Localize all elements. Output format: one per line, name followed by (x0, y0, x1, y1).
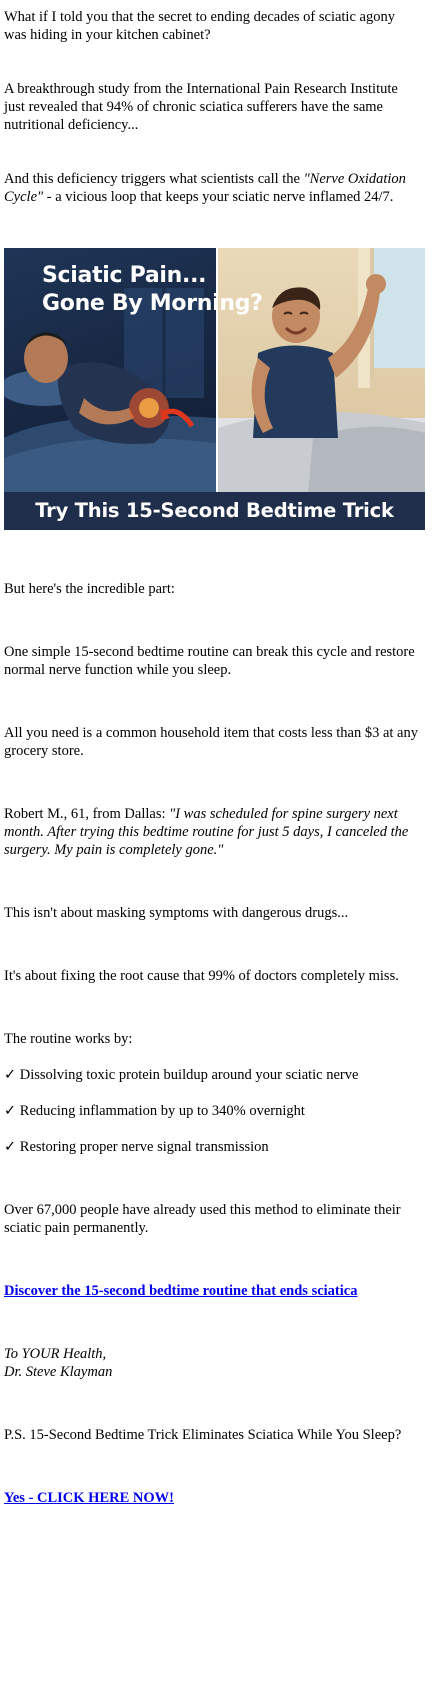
testimonial-paragraph (4, 805, 421, 859)
intro-paragraph: What if I told you that the secret to ending decades of sciatic agony was hiding in your kitchen cabinet? (4, 9, 395, 43)
routine-paragraph: One simple 15-second bedtime routine can break this cycle and restore normal nerve function while you sleep. (4, 644, 415, 678)
root-cause-paragraph: It's about fixing the root cause that 99% of doctors completely miss. (4, 968, 399, 984)
hero-title (42, 262, 263, 318)
cta-link[interactable]: Discover the 15-second bedtime routine that ends sciatica (4, 1283, 358, 1299)
signoff (4, 1345, 421, 1381)
signoff-name: Dr. Steve Klayman (4, 1364, 113, 1380)
hero-image[interactable] (4, 248, 425, 530)
benefit-item: ✓ Dissolving toxic protein buildup around your sciatic nerve (4, 1067, 359, 1083)
final-cta-paragraph (4, 1489, 421, 1507)
study-paragraph: A breakthrough study from the International Pain Research Institute just revealed that 94% of chronic sciatica sufferers have the same nutritional deficiency... (4, 81, 398, 133)
testimonial-quote: "I was scheduled for spine surgery next month. After trying this bedtime routine for just 5 days, I canceled the surgery. My pain is completely gone." (4, 806, 409, 858)
benefit-item: ✓ Reducing inflammation by up to 340% overnight (4, 1103, 305, 1119)
final-cta-link[interactable]: Yes - CLICK HERE NOW! (4, 1490, 174, 1506)
household-item-paragraph: All you need is a common household item that costs less than $3 at any grocery store. (4, 725, 418, 759)
signoff-line1: To YOUR Health, (4, 1346, 107, 1362)
cycle-paragraph (4, 170, 421, 206)
hero-title-line1: Sciatic Pain... (42, 263, 207, 288)
cycle-term: "Nerve Oxidation Cycle" (4, 171, 406, 205)
people-paragraph: Over 67,000 people have already used this method to eliminate their sciatic pain permanently. (4, 1202, 401, 1236)
masking-paragraph: This isn't about masking symptoms with dangerous drugs... (4, 905, 349, 921)
cycle-text-after: - a vicious loop that keeps your sciatic nerve inflamed 24/7. (43, 189, 394, 205)
cycle-text-before: And this deficiency triggers what scientists call the (4, 171, 304, 187)
incredible-paragraph: But here's the incredible part: (4, 581, 175, 597)
testimonial-name: Robert M., 61, from Dallas: (4, 806, 170, 822)
hero-banner: Try This 15-Second Bedtime Trick (4, 492, 425, 530)
ps-paragraph: P.S. 15-Second Bedtime Trick Eliminates Sciatica While You Sleep? (4, 1427, 402, 1443)
hero-title-line2: Gone By Morning? (42, 291, 263, 316)
works-by-paragraph: The routine works by: (4, 1031, 133, 1047)
cta-paragraph (4, 1282, 421, 1300)
benefit-item: ✓ Restoring proper nerve signal transmission (4, 1139, 269, 1155)
